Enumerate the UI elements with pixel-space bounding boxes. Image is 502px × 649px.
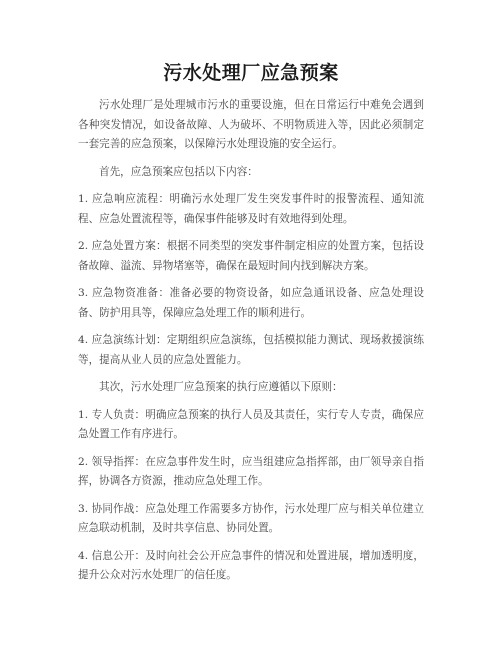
list-item-information-disclosure: 4. 信息公开：及时向社会公开应急事件的情况和处置进展，增加透明度，提升公众对污水处理厂的信任度。	[78, 549, 424, 581]
list-item-coordinated-action: 3. 协同作战：应急处理工作需要多方协作，污水处理厂应与相关单位建立应急联动机制，及时共享信息、协同处置。	[78, 502, 424, 534]
list-item-response-process: 1. 应急响应流程：明确污水处理厂发生突发事件时的报警流程、通知流程、应急处置流程等，确保事件能够及时有效地得到处理。	[78, 193, 424, 225]
list-item-dedicated-personnel: 1. 专人负责：明确应急预案的执行人员及其责任，实行专人专责，确保应急处置工作有序进行。	[78, 408, 424, 440]
intro-paragraph: 污水处理厂是处理城市污水的重要设施，但在日常运行中难免会遇到各种突发情况，如设备故障、人为破坏、不明物质进入等，因此必须制定一套完善的应急预案，以保障污水处理设施的安全运行。	[78, 99, 424, 150]
document-body	[78, 96, 424, 594]
list-item-leadership-command: 2. 领导指挥：在应急事件发生时，应当组建应急指挥部，由厂领导亲自指挥，协调各方资源，推动应急处理工作。	[78, 455, 424, 487]
list-item-disposal-plan: 2. 应急处置方案：根据不同类型的突发事件制定相应的处置方案，包括设备故障、溢流、异物堵塞等，确保在最短时间内找到解决方案。	[78, 240, 424, 272]
list-item-drill-plan: 4. 应急演练计划：定期组织应急演练，包括模拟能力测试、现场救援演练等，提高从业人员的应急处置能力。	[78, 334, 424, 366]
list-item-supplies-preparation: 3. 应急物资准备：准备必要的物资设备，如应急通讯设备、应急处理设备、防护用具等，保障应急处理工作的顺利进行。	[78, 287, 424, 319]
contents-heading-paragraph: 首先，应急预案应包括以下内容：	[99, 165, 258, 178]
principles-heading-paragraph: 其次，污水处理厂应急预案的执行应遵循以下原则：	[99, 381, 343, 393]
document-title: 污水处理厂应急预案	[163, 62, 339, 84]
